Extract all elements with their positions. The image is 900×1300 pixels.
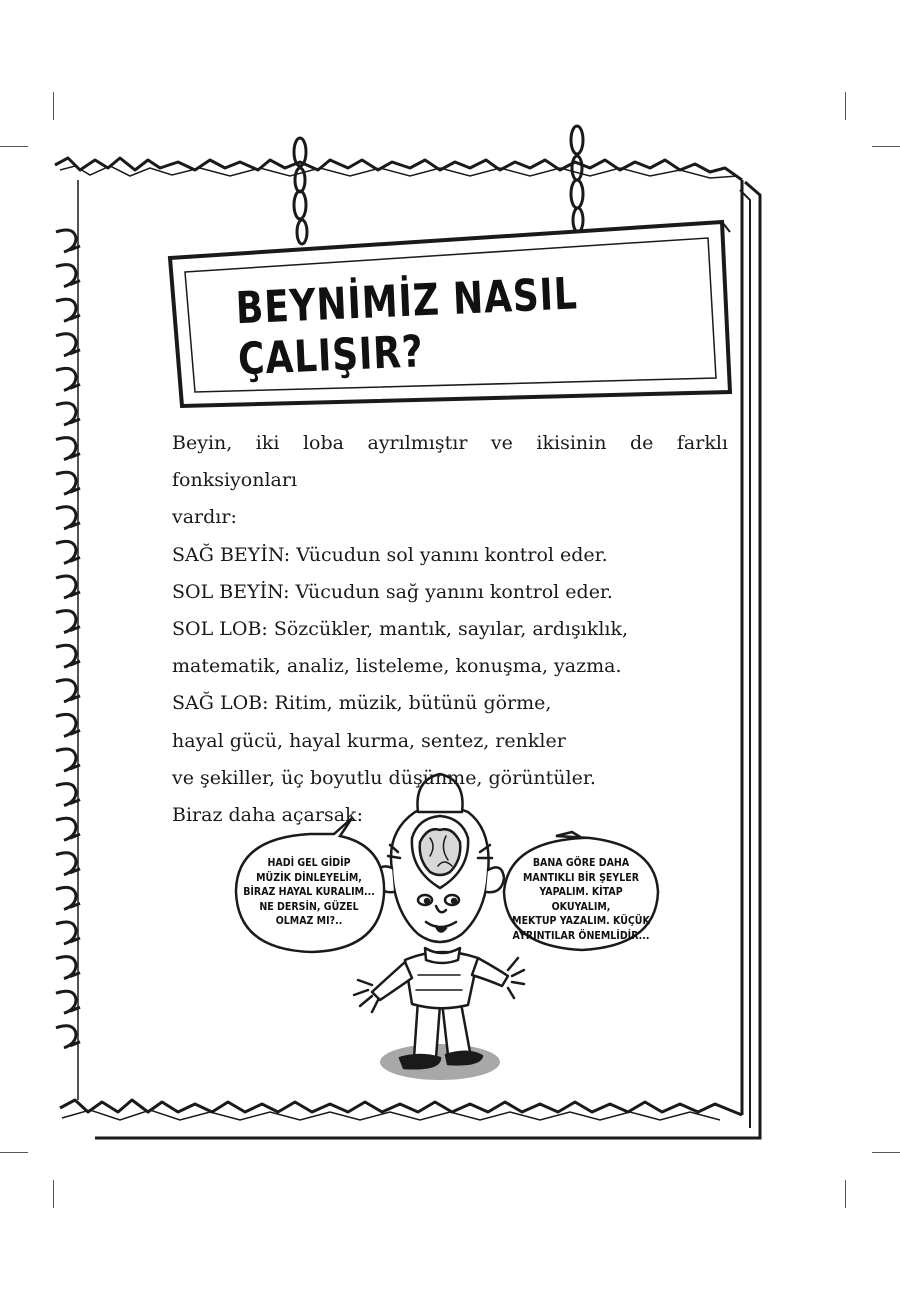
page-title [188, 259, 712, 392]
sign-title-text: BEYNİMİZ NASIL ÇALIŞIR? [234, 268, 579, 386]
spiral-ring [56, 784, 80, 806]
body-line: SAĞ BEYİN: Vücudun sol yanını kontrol eder. [172, 543, 608, 566]
right-bubble-text [511, 856, 650, 943]
spiral-ring [56, 749, 80, 771]
spiral-ring [56, 991, 80, 1013]
bubble-line: NE DERSİN, GÜZEL [259, 899, 359, 913]
body-line: vardır: [172, 506, 237, 529]
spiral-binding [56, 230, 80, 1048]
body-line: hayal gücü, hayal kurma, sentez, renkler [172, 729, 566, 752]
spiral-ring [56, 714, 80, 736]
body-line: matematik, analiz, listeleme, konuşma, yazma. [172, 655, 622, 678]
spiral-ring [56, 645, 80, 667]
body-line: SOL LOB: Sözcükler, mantık, sayılar, ardışıklık, [172, 618, 629, 641]
spiral-ring [56, 957, 80, 979]
spiral-ring [56, 680, 80, 702]
spiral-ring [56, 299, 80, 321]
spiral-ring [56, 230, 80, 252]
spiral-ring [56, 403, 80, 425]
body-line: SOL BEYİN: Vücudun sağ yanını kontrol eder. [172, 580, 613, 603]
chain-right [571, 126, 583, 242]
bubble-line: HADİ GEL GİDİP [267, 856, 351, 869]
spiral-ring [56, 1026, 80, 1048]
bubble-line: MANTIKLI BİR ŞEYLER [522, 870, 639, 884]
bubble-line: OLMAZ MI?.. [275, 914, 343, 927]
bubble-line: BİRAZ HAYAL KURALIM... [243, 885, 375, 898]
spiral-ring [56, 265, 80, 287]
body-text [172, 425, 728, 834]
bubble-line: MÜZİK DİNLEYELİM, [256, 870, 362, 884]
left-bubble-text [243, 856, 375, 929]
spiral-ring [56, 541, 80, 563]
spiral-ring [56, 922, 80, 944]
spiral-ring [56, 334, 80, 356]
spiral-ring [56, 472, 80, 494]
bubble-line: BANA GÖRE DAHA [532, 856, 630, 869]
body-line: Beyin, iki loba ayrılmıştır ve ikisinin de farklı fonksiyonları [172, 432, 728, 492]
spiral-ring [56, 887, 80, 909]
spiral-ring [56, 818, 80, 840]
spiral-ring [56, 853, 80, 875]
spiral-ring [56, 438, 80, 460]
chain-left [294, 138, 308, 262]
spiral-ring [56, 576, 80, 598]
bubble-line: MEKTUP YAZALIM. KÜÇÜK [512, 914, 650, 927]
spiral-ring [56, 611, 80, 633]
spiral-ring [56, 368, 80, 390]
bubble-line: AYRINTILAR ÖNEMLİDİR... [512, 928, 650, 942]
spiral-ring [56, 507, 80, 529]
body-line: Biraz daha açarsak: [172, 804, 363, 827]
bubble-line: YAPALIM. KİTAP OKUYALIM, [539, 885, 623, 913]
body-line: ve şekiller, üç boyutlu düşünme, görüntüler. [172, 766, 596, 789]
body-line: SAĞ LOB: Ritim, müzik, bütünü görme, [172, 692, 552, 715]
